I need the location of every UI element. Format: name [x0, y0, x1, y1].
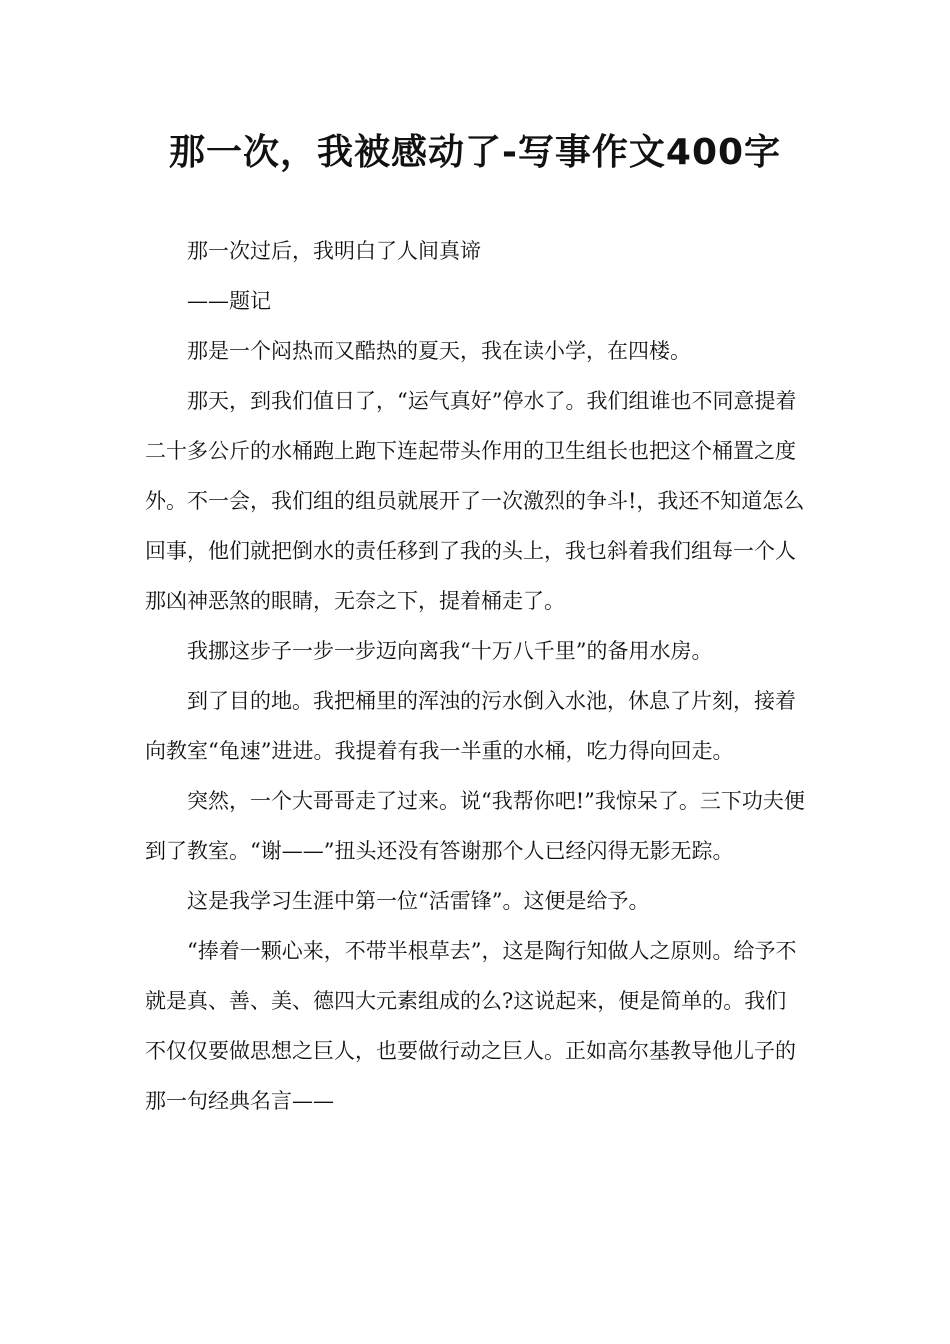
paragraph: “捧着一颗心来，不带半根草去”，这是陶行知做人之原则。给予不就是真、善、美、德四大元素组成的么?这说起来，便是简单的。我们不仅仅要做思想之巨人，也要做行动之巨人。正如高尔基教导他儿子的那一句经典名言——: [145, 939, 797, 1113]
paragraph: 我挪这步子一步一步迈向离我“十万八千里”的备用水房。: [187, 639, 713, 663]
paragraph: 突然，一个大哥哥走了过来。说“我帮你吧!”我惊呆了。三下功夫便到了教室。“谢——”扭头还没有答谢那个人已经闪得无影无踪。: [145, 789, 805, 863]
paragraph: 那一次过后，我明白了人间真谛: [187, 239, 481, 263]
document-body: [145, 226, 807, 1126]
paragraph: 这是我学习生涯中第一位“活雷锋”。这便是给予。: [187, 889, 650, 913]
paragraph: 那是一个闷热而又酷热的夏天，我在读小学，在四楼。: [187, 339, 691, 363]
paragraph: 那天，到我们值日了，“运气真好”停水了。我们组谁也不同意提着二十多公斤的水桶跑上跑下连起带头作用的卫生组长也把这个桶置之度外。不一会，我们组的组员就展开了一次激烈的争斗!，我还不知道怎么回事，他们就把倒水的责任移到了我的头上，我乜斜着我们组每一个人那凶神恶煞的眼睛，无奈之下，提着桶走了。: [145, 389, 805, 613]
document-title: 那一次，我被感动了-写事作文400字: [168, 132, 782, 173]
paragraph: 到了目的地。我把桶里的浑浊的污水倒入水池，休息了片刻，接着向教室“龟速”进进。我提着有我一半重的水桶，吃力得向回走。: [145, 689, 796, 763]
paragraph: ——题记: [187, 289, 271, 313]
